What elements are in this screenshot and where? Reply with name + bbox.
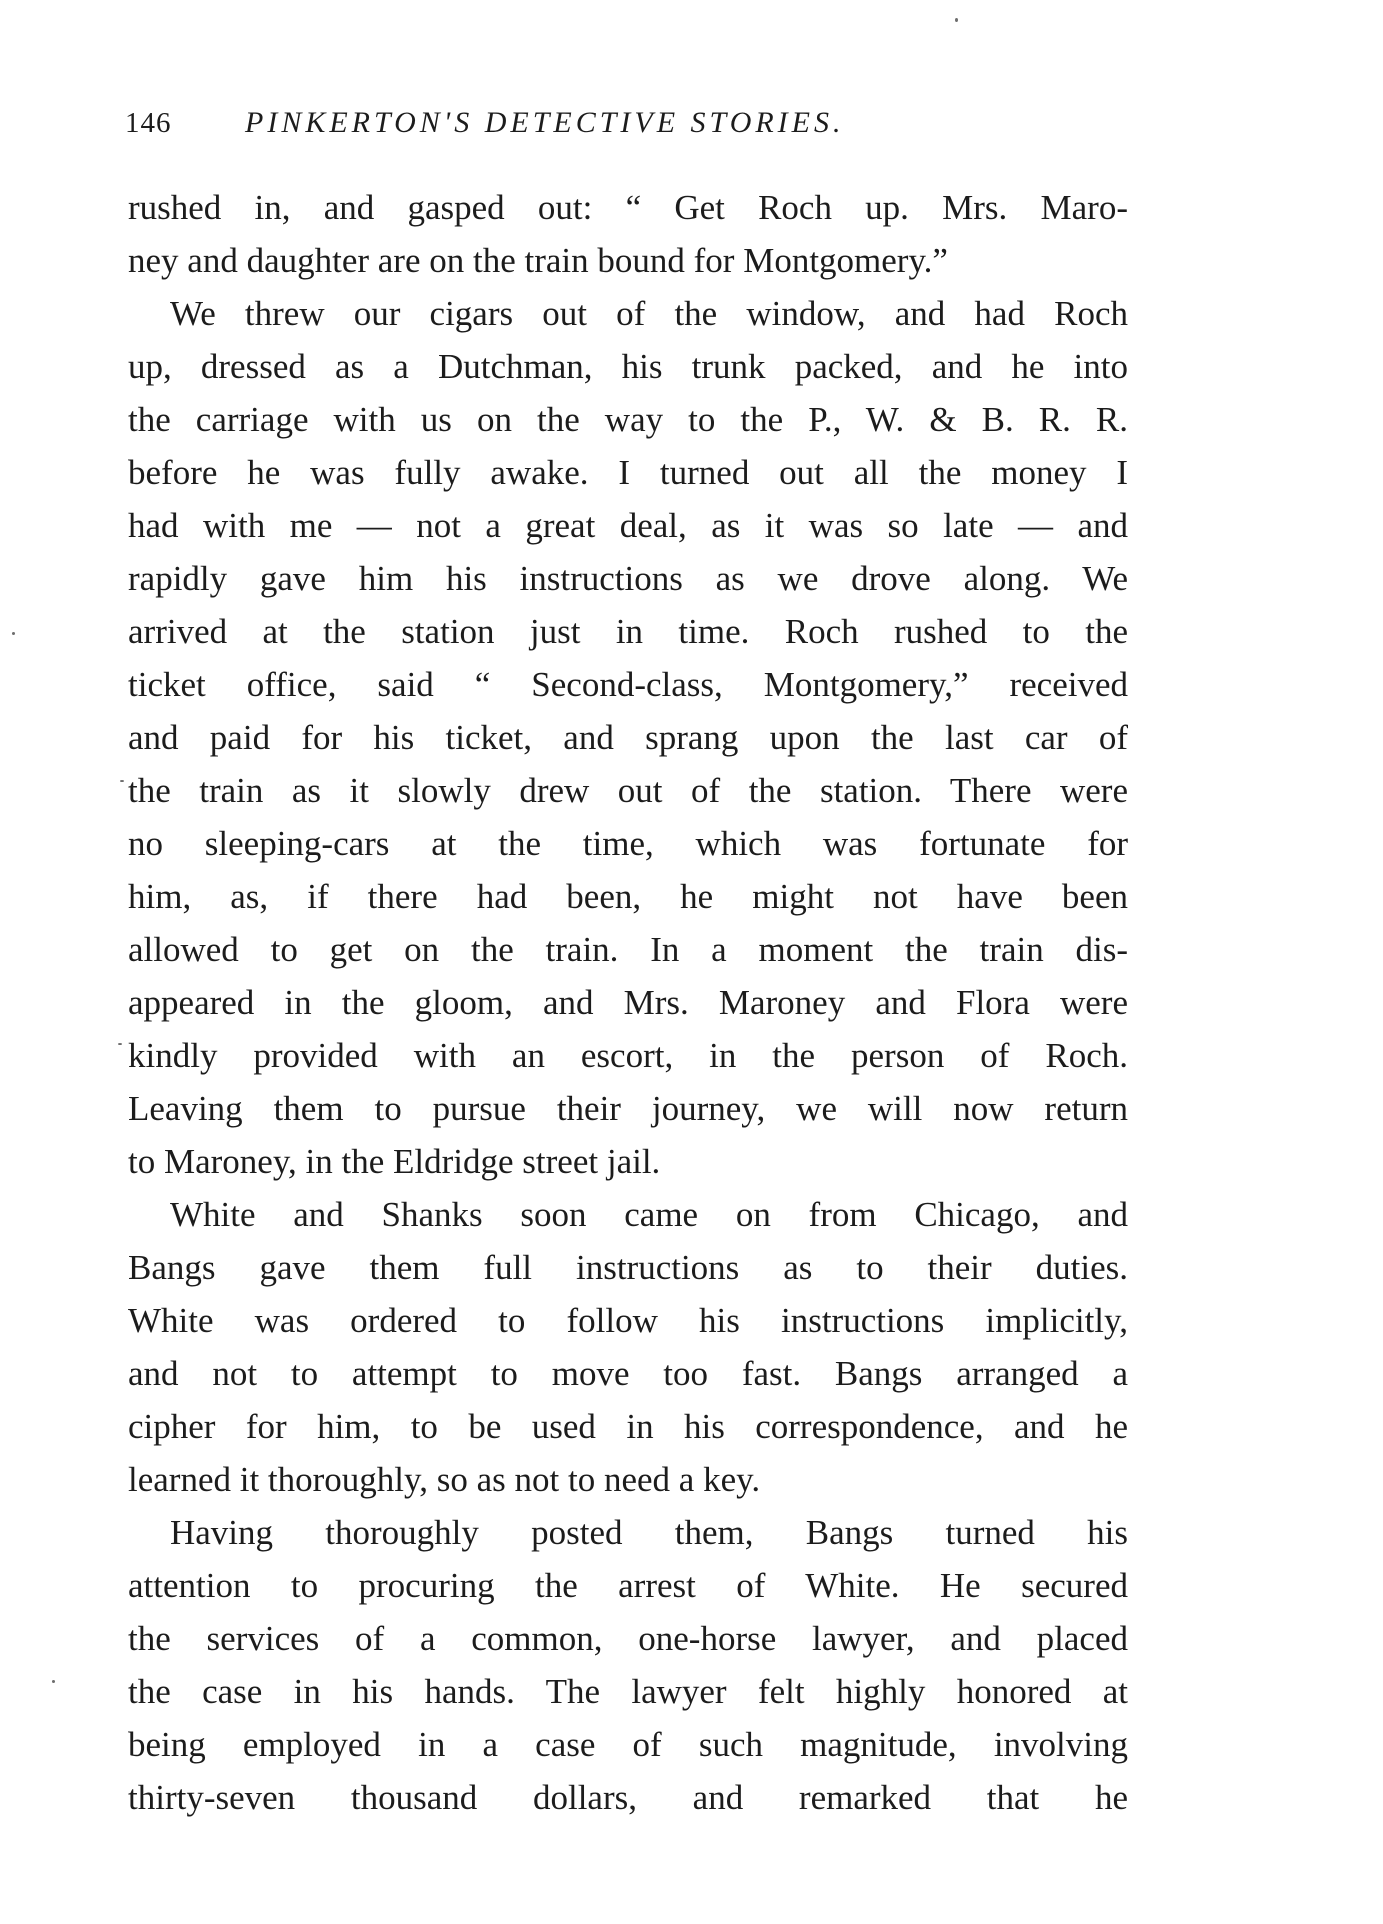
text-line: the carriage with us on the way to the P., W. & B. R. R. <box>128 400 1128 439</box>
scan-speck <box>52 1680 55 1683</box>
page-number: 146 <box>125 107 172 139</box>
text-line: Bangs gave them full instructions as to their duties. <box>128 1248 1128 1287</box>
text-line: allowed to get on the train. In a moment the train dis- <box>128 930 1128 969</box>
text-line: thirty-seven thousand dollars, and remarked that he <box>128 1778 1128 1817</box>
text-line: appeared in the gloom, and Mrs. Maroney and Flora were <box>128 983 1128 1022</box>
text-line: attention to procuring the arrest of White. He secured <box>128 1566 1128 1605</box>
paragraph-1 <box>128 181 1128 287</box>
scan-speck <box>955 18 958 22</box>
running-title: PINKERTON'S DETECTIVE STORIES. <box>245 106 845 139</box>
text-line: cipher for him, to be used in his correspondence, and he <box>128 1407 1128 1446</box>
text-line: the case in his hands. The lawyer felt highly honored at <box>128 1672 1128 1711</box>
text-line: White and Shanks soon came on from Chicago, and <box>170 1195 1128 1234</box>
text-line: arrived at the station just in time. Roch rushed to the <box>128 612 1128 651</box>
text-line: no sleeping-cars at the time, which was fortunate for <box>128 824 1128 863</box>
paragraph-2 <box>128 287 1128 1188</box>
text-line: learned it thoroughly, so as not to need a key. <box>128 1460 761 1499</box>
text-line: him, as, if there had been, he might not have been <box>128 877 1128 916</box>
text-line: before he was fully awake. I turned out all the money I <box>128 453 1128 492</box>
text-line: being employed in a case of such magnitude, involving <box>128 1725 1128 1764</box>
text-line: kindly provided with an escort, in the person of Roch. <box>128 1036 1128 1075</box>
scan-speck <box>120 780 124 782</box>
scan-speck <box>118 1043 122 1045</box>
text-line: White was ordered to follow his instructions implicitly, <box>128 1301 1128 1340</box>
text-line: rapidly gave him his instructions as we drove along. We <box>128 559 1128 598</box>
text-line: and paid for his ticket, and sprang upon the last car of <box>128 718 1128 757</box>
paragraph-4 <box>128 1506 1128 1824</box>
text-line: the services of a common, one-horse lawyer, and placed <box>128 1619 1128 1658</box>
body-text <box>128 181 1128 1824</box>
text-line: and not to attempt to move too fast. Bangs arranged a <box>128 1354 1128 1393</box>
text-line: We threw our cigars out of the window, and had Roch <box>170 294 1128 333</box>
text-line: to Maroney, in the Eldridge street jail. <box>128 1142 661 1181</box>
text-line: Having thoroughly posted them, Bangs turned his <box>170 1513 1128 1552</box>
text-line: ney and daughter are on the train bound for Montgomery.” <box>128 241 948 280</box>
text-line: had with me — not a great deal, as it was so late — and <box>128 506 1128 545</box>
scan-speck <box>12 632 15 635</box>
text-line: ticket office, said “ Second-class, Montgomery,” received <box>128 665 1128 704</box>
running-head <box>125 103 1025 143</box>
text-line: Leaving them to pursue their journey, we will now return <box>128 1089 1128 1128</box>
paragraph-3 <box>128 1188 1128 1506</box>
text-line: the train as it slowly drew out of the station. There were <box>128 771 1128 810</box>
text-line: up, dressed as a Dutchman, his trunk packed, and he into <box>128 347 1128 386</box>
text-line: rushed in, and gasped out: “ Get Roch up. Mrs. Maro- <box>128 188 1128 227</box>
